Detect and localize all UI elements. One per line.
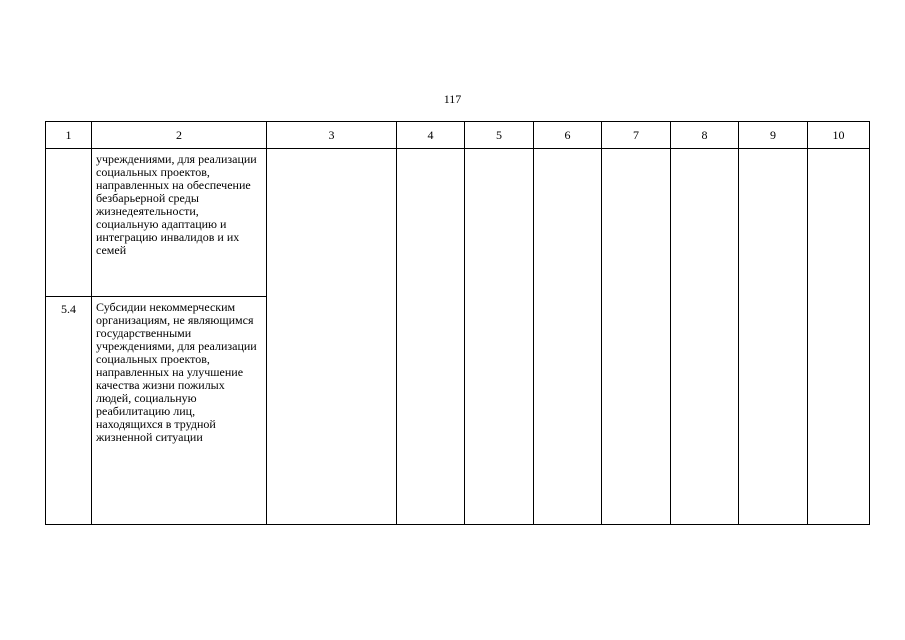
row-number-cell	[46, 149, 92, 297]
value-cell-col-8	[671, 149, 739, 525]
value-cell-col-4	[397, 149, 465, 525]
value-cell-col-10	[808, 149, 870, 525]
row-number-cell: 5.4	[46, 297, 92, 525]
column-header-6: 6	[534, 122, 602, 149]
value-cell-col-3	[267, 149, 397, 525]
column-header-10: 10	[808, 122, 870, 149]
column-header-7: 7	[602, 122, 671, 149]
table-header-row	[46, 122, 870, 149]
page-number: 117	[443, 92, 462, 106]
value-cell-col-9	[739, 149, 808, 525]
row-description-cell: Субсидии некоммерческим организациям, не являющимся государственными учреждениями, для реализации социальных проектов, направленных на улучшение качества жизни пожилых людей, социальную реабилитацию лиц, находящихся в трудной жизненной ситуации	[92, 297, 267, 525]
row-description-cell: учреждениями, для реализации социальных проектов, направленных на обеспечение безбарьерной среды жизнедеятельности, социальную адаптацию и интеграцию инвалидов и их семей	[92, 149, 267, 297]
table-row	[46, 149, 870, 297]
column-header-5: 5	[465, 122, 534, 149]
budget-table	[45, 121, 870, 525]
column-header-4: 4	[397, 122, 465, 149]
value-cell-col-6	[534, 149, 602, 525]
value-cell-col-7	[602, 149, 671, 525]
column-header-8: 8	[671, 122, 739, 149]
column-header-1: 1	[46, 122, 92, 149]
column-header-9: 9	[739, 122, 808, 149]
column-header-2: 2	[92, 122, 267, 149]
value-cell-col-5	[465, 149, 534, 525]
column-header-3: 3	[267, 122, 397, 149]
